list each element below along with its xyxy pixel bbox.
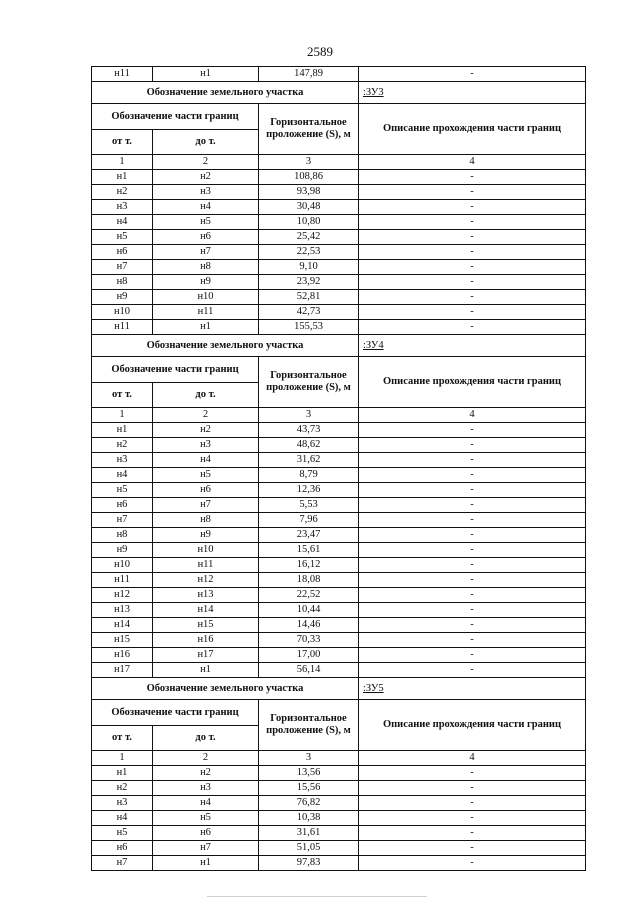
- description-cell: -: [359, 215, 586, 230]
- boundary-designation-header: Обозначение части границ: [92, 357, 259, 383]
- from-point-cell: н7: [92, 513, 153, 528]
- description-cell: -: [359, 528, 586, 543]
- from-point-cell: н14: [92, 618, 153, 633]
- length-cell: 56,14: [259, 663, 359, 678]
- horizontal-length-header: Горизонтальное проложение (S), м: [259, 700, 359, 751]
- column-number: 3: [259, 155, 359, 170]
- description-cell: -: [359, 796, 586, 811]
- description-cell: -: [359, 453, 586, 468]
- table-row: [92, 170, 586, 185]
- description-cell: -: [359, 67, 586, 82]
- table-row: [92, 633, 586, 648]
- length-cell: 108,86: [259, 170, 359, 185]
- table-row: [92, 200, 586, 215]
- length-cell: 43,73: [259, 423, 359, 438]
- table-row: [92, 468, 586, 483]
- column-number: 4: [359, 155, 586, 170]
- from-point-cell: н9: [92, 290, 153, 305]
- length-cell: 10,44: [259, 603, 359, 618]
- from-point-cell: н6: [92, 841, 153, 856]
- from-point-header: от т.: [92, 383, 153, 408]
- description-cell: -: [359, 633, 586, 648]
- plot-designation-label: Обозначение земельного участка: [92, 678, 359, 700]
- description-cell: -: [359, 185, 586, 200]
- to-point-cell: н8: [153, 513, 259, 528]
- description-cell: -: [359, 588, 586, 603]
- table-row: [92, 215, 586, 230]
- column-number: 1: [92, 751, 153, 766]
- length-cell: 147,89: [259, 67, 359, 82]
- length-cell: 93,98: [259, 185, 359, 200]
- description-cell: -: [359, 513, 586, 528]
- to-point-cell: н7: [153, 841, 259, 856]
- from-point-cell: н2: [92, 185, 153, 200]
- from-point-cell: н9: [92, 543, 153, 558]
- column-number: 3: [259, 408, 359, 423]
- table-row: [92, 423, 586, 438]
- column-number: 2: [153, 155, 259, 170]
- to-point-cell: н6: [153, 230, 259, 245]
- description-cell: -: [359, 573, 586, 588]
- from-point-cell: н1: [92, 170, 153, 185]
- length-cell: 42,73: [259, 305, 359, 320]
- length-cell: 10,38: [259, 811, 359, 826]
- to-point-cell: н2: [153, 170, 259, 185]
- from-point-cell: н3: [92, 453, 153, 468]
- column-number-row: [92, 408, 586, 423]
- to-point-cell: н10: [153, 543, 259, 558]
- from-point-header: от т.: [92, 726, 153, 751]
- from-point-cell: н10: [92, 305, 153, 320]
- length-cell: 155,53: [259, 320, 359, 335]
- table-row: [92, 245, 586, 260]
- length-cell: 17,00: [259, 648, 359, 663]
- to-point-cell: н3: [153, 781, 259, 796]
- from-point-cell: н4: [92, 468, 153, 483]
- to-point-cell: н1: [153, 67, 259, 82]
- length-cell: 52,81: [259, 290, 359, 305]
- header-row: [92, 700, 586, 726]
- to-point-header: до т.: [153, 726, 259, 751]
- description-cell: -: [359, 781, 586, 796]
- description-cell: -: [359, 498, 586, 513]
- table-row: [92, 275, 586, 290]
- plot-title-row: [92, 335, 586, 357]
- from-point-cell: н5: [92, 483, 153, 498]
- table-row: [92, 543, 586, 558]
- length-cell: 23,47: [259, 528, 359, 543]
- length-cell: 10,80: [259, 215, 359, 230]
- table-row: [92, 498, 586, 513]
- length-cell: 30,48: [259, 200, 359, 215]
- length-cell: 18,08: [259, 573, 359, 588]
- length-cell: 22,52: [259, 588, 359, 603]
- description-cell: -: [359, 648, 586, 663]
- description-cell: -: [359, 841, 586, 856]
- to-point-cell: н6: [153, 826, 259, 841]
- from-point-cell: н3: [92, 200, 153, 215]
- table-row: [92, 513, 586, 528]
- description-cell: -: [359, 468, 586, 483]
- to-point-cell: н12: [153, 573, 259, 588]
- description-header: Описание прохождения части границ: [359, 700, 586, 751]
- column-number-row: [92, 155, 586, 170]
- description-cell: -: [359, 320, 586, 335]
- from-point-cell: н1: [92, 766, 153, 781]
- to-point-cell: н14: [153, 603, 259, 618]
- plot-designation-label: Обозначение земельного участка: [92, 335, 359, 357]
- description-cell: -: [359, 245, 586, 260]
- to-point-cell: н1: [153, 856, 259, 871]
- table-row: [92, 841, 586, 856]
- to-point-cell: н1: [153, 663, 259, 678]
- from-point-cell: н8: [92, 528, 153, 543]
- table-row: [92, 230, 586, 245]
- table-row: [92, 438, 586, 453]
- to-point-cell: н2: [153, 423, 259, 438]
- to-point-cell: н11: [153, 558, 259, 573]
- description-cell: -: [359, 826, 586, 841]
- to-point-cell: н5: [153, 468, 259, 483]
- from-point-cell: н1: [92, 423, 153, 438]
- length-cell: 12,36: [259, 483, 359, 498]
- to-point-cell: н4: [153, 796, 259, 811]
- from-point-cell: н12: [92, 588, 153, 603]
- table-row: [92, 528, 586, 543]
- header-row: [92, 357, 586, 383]
- page-number: 2589: [307, 44, 333, 59]
- length-cell: 13,56: [259, 766, 359, 781]
- column-number: 1: [92, 408, 153, 423]
- table-row: [92, 185, 586, 200]
- from-point-cell: н13: [92, 603, 153, 618]
- description-cell: -: [359, 275, 586, 290]
- from-point-cell: н16: [92, 648, 153, 663]
- table-row: [92, 305, 586, 320]
- to-point-header: до т.: [153, 130, 259, 155]
- description-header: Описание прохождения части границ: [359, 357, 586, 408]
- description-cell: -: [359, 811, 586, 826]
- plot-code: :ЗУ3: [359, 82, 586, 104]
- length-cell: 7,96: [259, 513, 359, 528]
- from-point-cell: н2: [92, 438, 153, 453]
- description-cell: -: [359, 766, 586, 781]
- to-point-cell: н8: [153, 260, 259, 275]
- length-cell: 22,53: [259, 245, 359, 260]
- description-cell: -: [359, 305, 586, 320]
- length-cell: 8,79: [259, 468, 359, 483]
- from-point-cell: н2: [92, 781, 153, 796]
- from-point-cell: н17: [92, 663, 153, 678]
- to-point-cell: н5: [153, 811, 259, 826]
- from-point-header: от т.: [92, 130, 153, 155]
- to-point-cell: н7: [153, 498, 259, 513]
- description-cell: -: [359, 290, 586, 305]
- to-point-cell: н3: [153, 185, 259, 200]
- description-cell: -: [359, 260, 586, 275]
- to-point-cell: н3: [153, 438, 259, 453]
- from-point-cell: н4: [92, 215, 153, 230]
- from-point-cell: н8: [92, 275, 153, 290]
- from-point-cell: н3: [92, 796, 153, 811]
- description-cell: -: [359, 558, 586, 573]
- table-row: [92, 856, 586, 871]
- plot-designation-label: Обозначение земельного участка: [92, 82, 359, 104]
- table-row: [92, 826, 586, 841]
- length-cell: 51,05: [259, 841, 359, 856]
- length-cell: 15,56: [259, 781, 359, 796]
- length-cell: 31,62: [259, 453, 359, 468]
- boundary-designation-header: Обозначение части границ: [92, 104, 259, 130]
- description-cell: -: [359, 483, 586, 498]
- table-row: [92, 663, 586, 678]
- to-point-cell: н15: [153, 618, 259, 633]
- table-row: [92, 67, 586, 82]
- length-cell: 70,33: [259, 633, 359, 648]
- table-row: [92, 573, 586, 588]
- description-cell: -: [359, 438, 586, 453]
- to-point-cell: н9: [153, 275, 259, 290]
- length-cell: 97,83: [259, 856, 359, 871]
- plot-title-row: [92, 678, 586, 700]
- plot-code: :ЗУ4: [359, 335, 586, 357]
- table-row: [92, 796, 586, 811]
- scan-bottom-line: [207, 896, 427, 897]
- to-point-cell: н9: [153, 528, 259, 543]
- description-cell: -: [359, 423, 586, 438]
- column-number: 4: [359, 751, 586, 766]
- to-point-cell: н4: [153, 453, 259, 468]
- horizontal-length-header: Горизонтальное проложение (S), м: [259, 357, 359, 408]
- table-row: [92, 648, 586, 663]
- length-cell: 16,12: [259, 558, 359, 573]
- from-point-cell: н4: [92, 811, 153, 826]
- length-cell: 14,46: [259, 618, 359, 633]
- table-row: [92, 483, 586, 498]
- horizontal-length-header: Горизонтальное проложение (S), м: [259, 104, 359, 155]
- boundary-table: [91, 66, 586, 871]
- table-row: [92, 290, 586, 305]
- length-cell: 5,53: [259, 498, 359, 513]
- from-point-cell: н7: [92, 856, 153, 871]
- column-number-row: [92, 751, 586, 766]
- from-point-cell: н11: [92, 67, 153, 82]
- description-cell: -: [359, 856, 586, 871]
- description-cell: -: [359, 618, 586, 633]
- table-row: [92, 260, 586, 275]
- page-edge-shadow: [80, 10, 81, 895]
- to-point-cell: н6: [153, 483, 259, 498]
- plot-title-row: [92, 82, 586, 104]
- length-cell: 25,42: [259, 230, 359, 245]
- description-cell: -: [359, 543, 586, 558]
- column-number: 3: [259, 751, 359, 766]
- table-row: [92, 320, 586, 335]
- length-cell: 48,62: [259, 438, 359, 453]
- to-point-cell: н1: [153, 320, 259, 335]
- from-point-cell: н11: [92, 320, 153, 335]
- to-point-cell: н4: [153, 200, 259, 215]
- table-row: [92, 811, 586, 826]
- length-cell: 76,82: [259, 796, 359, 811]
- description-cell: -: [359, 603, 586, 618]
- to-point-cell: н7: [153, 245, 259, 260]
- length-cell: 31,61: [259, 826, 359, 841]
- column-number: 2: [153, 408, 259, 423]
- length-cell: 23,92: [259, 275, 359, 290]
- plot-code: :ЗУ5: [359, 678, 586, 700]
- table-row: [92, 603, 586, 618]
- to-point-cell: н11: [153, 305, 259, 320]
- from-point-cell: н5: [92, 230, 153, 245]
- to-point-cell: н10: [153, 290, 259, 305]
- to-point-cell: н16: [153, 633, 259, 648]
- from-point-cell: н6: [92, 498, 153, 513]
- column-number: 4: [359, 408, 586, 423]
- table-row: [92, 618, 586, 633]
- column-number: 2: [153, 751, 259, 766]
- description-cell: -: [359, 230, 586, 245]
- to-point-cell: н5: [153, 215, 259, 230]
- to-point-cell: н17: [153, 648, 259, 663]
- description-cell: -: [359, 170, 586, 185]
- description-cell: -: [359, 663, 586, 678]
- description-header: Описание прохождения части границ: [359, 104, 586, 155]
- from-point-cell: н6: [92, 245, 153, 260]
- table-row: [92, 558, 586, 573]
- to-point-cell: н2: [153, 766, 259, 781]
- table-row: [92, 453, 586, 468]
- boundary-designation-header: Обозначение части границ: [92, 700, 259, 726]
- table-row: [92, 766, 586, 781]
- column-number: 1: [92, 155, 153, 170]
- header-row: [92, 104, 586, 130]
- length-cell: 15,61: [259, 543, 359, 558]
- to-point-header: до т.: [153, 383, 259, 408]
- from-point-cell: н10: [92, 558, 153, 573]
- from-point-cell: н5: [92, 826, 153, 841]
- table-row: [92, 588, 586, 603]
- to-point-cell: н13: [153, 588, 259, 603]
- length-cell: 9,10: [259, 260, 359, 275]
- boundary-table-body: [92, 67, 586, 871]
- table-row: [92, 781, 586, 796]
- from-point-cell: н7: [92, 260, 153, 275]
- from-point-cell: н11: [92, 573, 153, 588]
- from-point-cell: н15: [92, 633, 153, 648]
- description-cell: -: [359, 200, 586, 215]
